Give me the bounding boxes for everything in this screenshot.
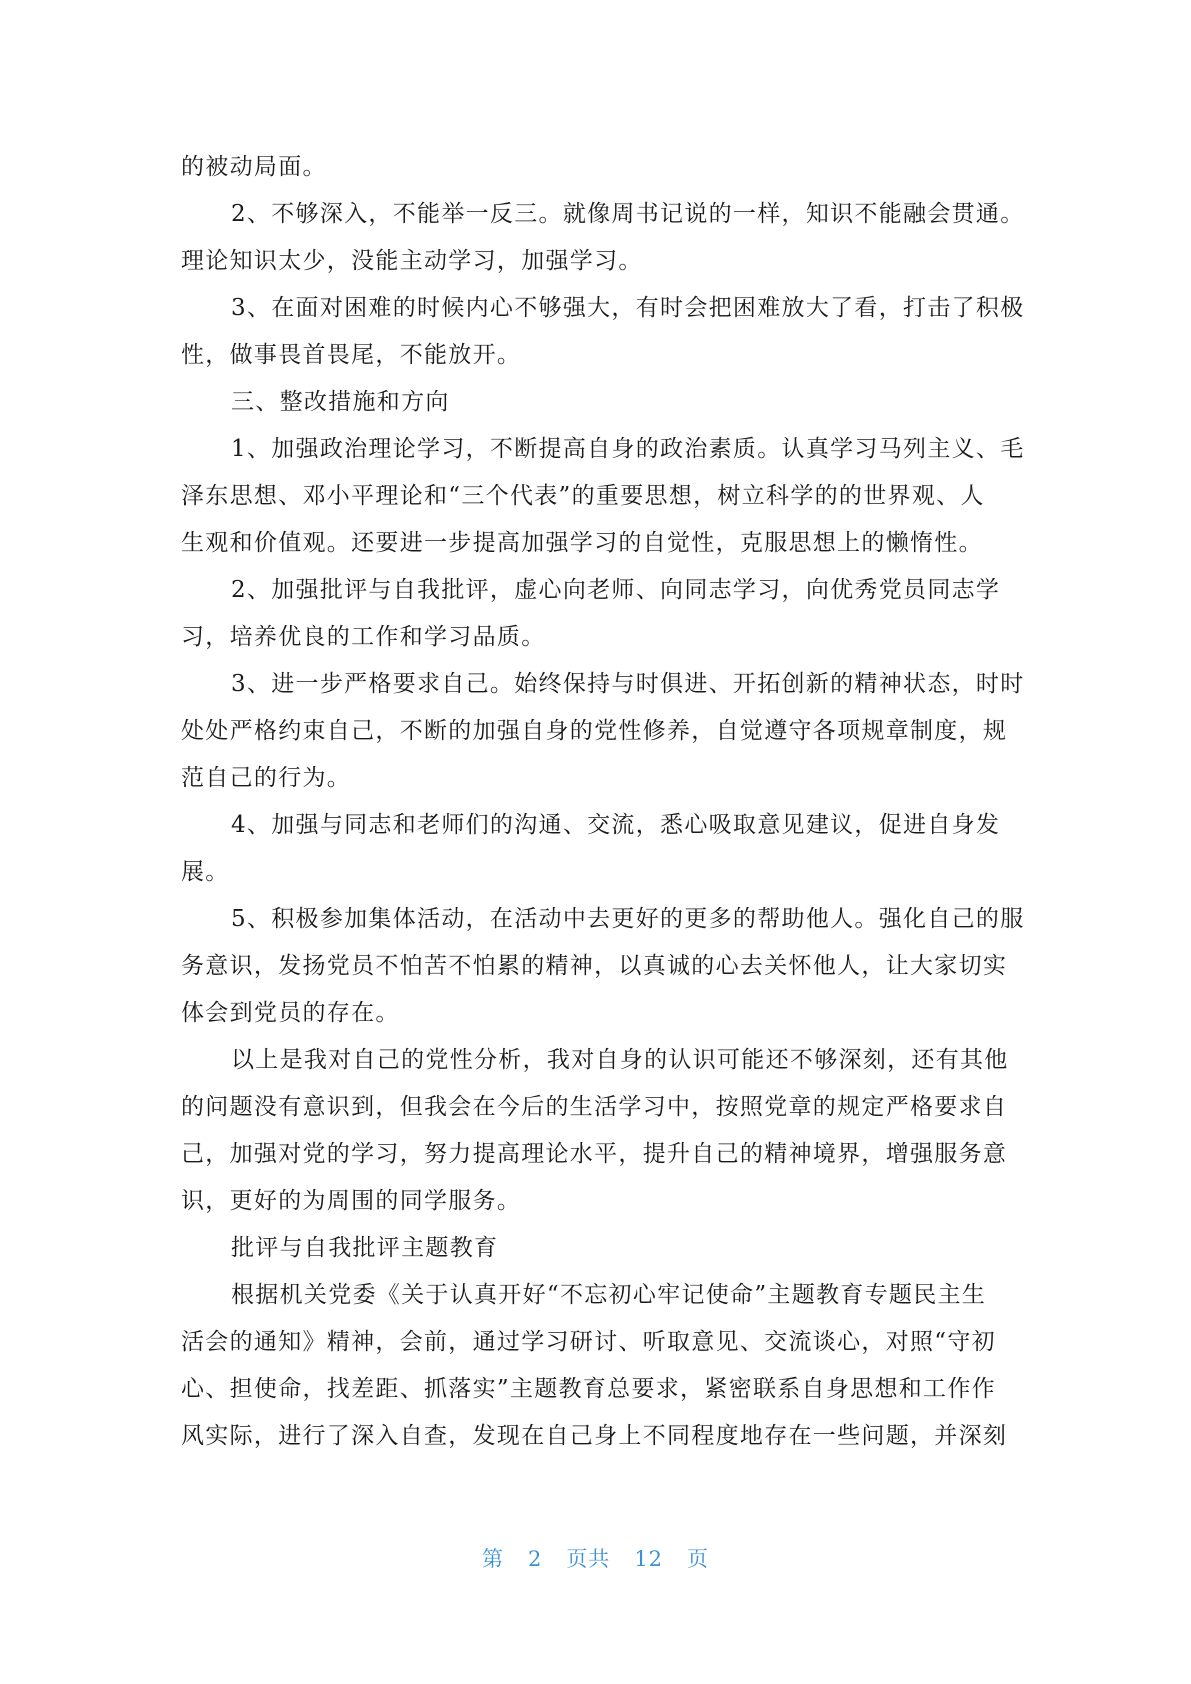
footer-prefix: 第 bbox=[481, 1547, 504, 1571]
footer-middle: 页共 bbox=[566, 1547, 611, 1571]
text-line: 范自己的行为。 bbox=[181, 765, 352, 791]
text-line: 活会的通知》精神，会前，通过学习研讨、听取意见、交流谈心，对照“守初 bbox=[181, 1329, 996, 1355]
text-line: 务意识，发扬党员不怕苦不怕累的精神，以真诚的心去关怀他人，让大家切实 bbox=[181, 953, 1008, 979]
footer-total-pages: 12 bbox=[634, 1547, 664, 1571]
body-text bbox=[181, 144, 1025, 1460]
footer-current-page: 2 bbox=[527, 1547, 543, 1571]
text-line: 4、加强与同志和老师们的沟通、交流，悉心吸取意见建议，促进自身发 bbox=[231, 812, 1001, 838]
text-line: 1、加强政治理论学习，不断提高自身的政治素质。认真学习马列主义、毛 bbox=[231, 436, 1025, 462]
text-line: 风实际，进行了深入自查，发现在自己身上不同程度地存在一些问题，并深刻 bbox=[181, 1423, 1008, 1449]
document-body bbox=[181, 144, 1025, 1460]
text-line: 识，更好的为周围的同学服务。 bbox=[181, 1188, 522, 1214]
text-line: 5、积极参加集体活动，在活动中去更好的更多的帮助他人。强化自己的服 bbox=[231, 906, 1025, 932]
text-line: 体会到党员的存在。 bbox=[181, 1000, 400, 1026]
text-line: 生观和价值观。还要进一步提高加强学习的自觉性，克服思想上的懒惰性。 bbox=[181, 530, 983, 556]
text-line: 的被动局面。 bbox=[181, 154, 327, 180]
page-footer bbox=[0, 1543, 1191, 1573]
text-line: 的问题没有意识到，但我会在今后的生活学习中，按照党章的规定严格要求自 bbox=[181, 1094, 1008, 1120]
text-line: 展。 bbox=[181, 859, 230, 885]
text-line: 三、整改措施和方向 bbox=[231, 389, 450, 415]
text-line: 心、担使命，找差距、抓落实”主题教育总要求，紧密联系自身思想和工作作 bbox=[181, 1376, 996, 1402]
text-line: 根据机关党委《关于认真开好“不忘初心牢记使命”主题教育专题民主生 bbox=[231, 1282, 987, 1308]
text-line: 2、加强批评与自我批评，虚心向老师、向同志学习，向优秀党员同志学 bbox=[231, 577, 1001, 603]
text-line: 理论知识太少，没能主动学习，加强学习。 bbox=[181, 248, 643, 274]
text-line: 处处严格约束自己，不断的加强自身的党性修养，自觉遵守各项规章制度，规 bbox=[181, 718, 1008, 744]
text-line: 2、不够深入，不能举一反三。就像周书记说的一样，知识不能融会贯通。 bbox=[231, 201, 1025, 227]
text-line: 习，培养优良的工作和学习品质。 bbox=[181, 624, 546, 650]
footer-suffix: 页 bbox=[687, 1547, 710, 1571]
text-line: 3、在面对困难的时候内心不够强大，有时会把困难放大了看，打击了积极 bbox=[231, 295, 1025, 321]
text-line: 以上是我对自己的党性分析，我对自身的认识可能还不够深刻，还有其他 bbox=[231, 1047, 1009, 1073]
text-line: 批评与自我批评主题教育 bbox=[231, 1235, 499, 1261]
text-line: 性，做事畏首畏尾，不能放开。 bbox=[181, 342, 522, 368]
text-line: 己，加强对党的学习，努力提高理论水平，提升自己的精神境界，增强服务意 bbox=[181, 1141, 1008, 1167]
text-line: 泽东思想、邓小平理论和“三个代表”的重要思想，树立科学的的世界观、人 bbox=[181, 483, 985, 509]
text-line: 3、进一步严格要求自己。始终保持与时俱进、开拓创新的精神状态，时时 bbox=[231, 671, 1025, 697]
